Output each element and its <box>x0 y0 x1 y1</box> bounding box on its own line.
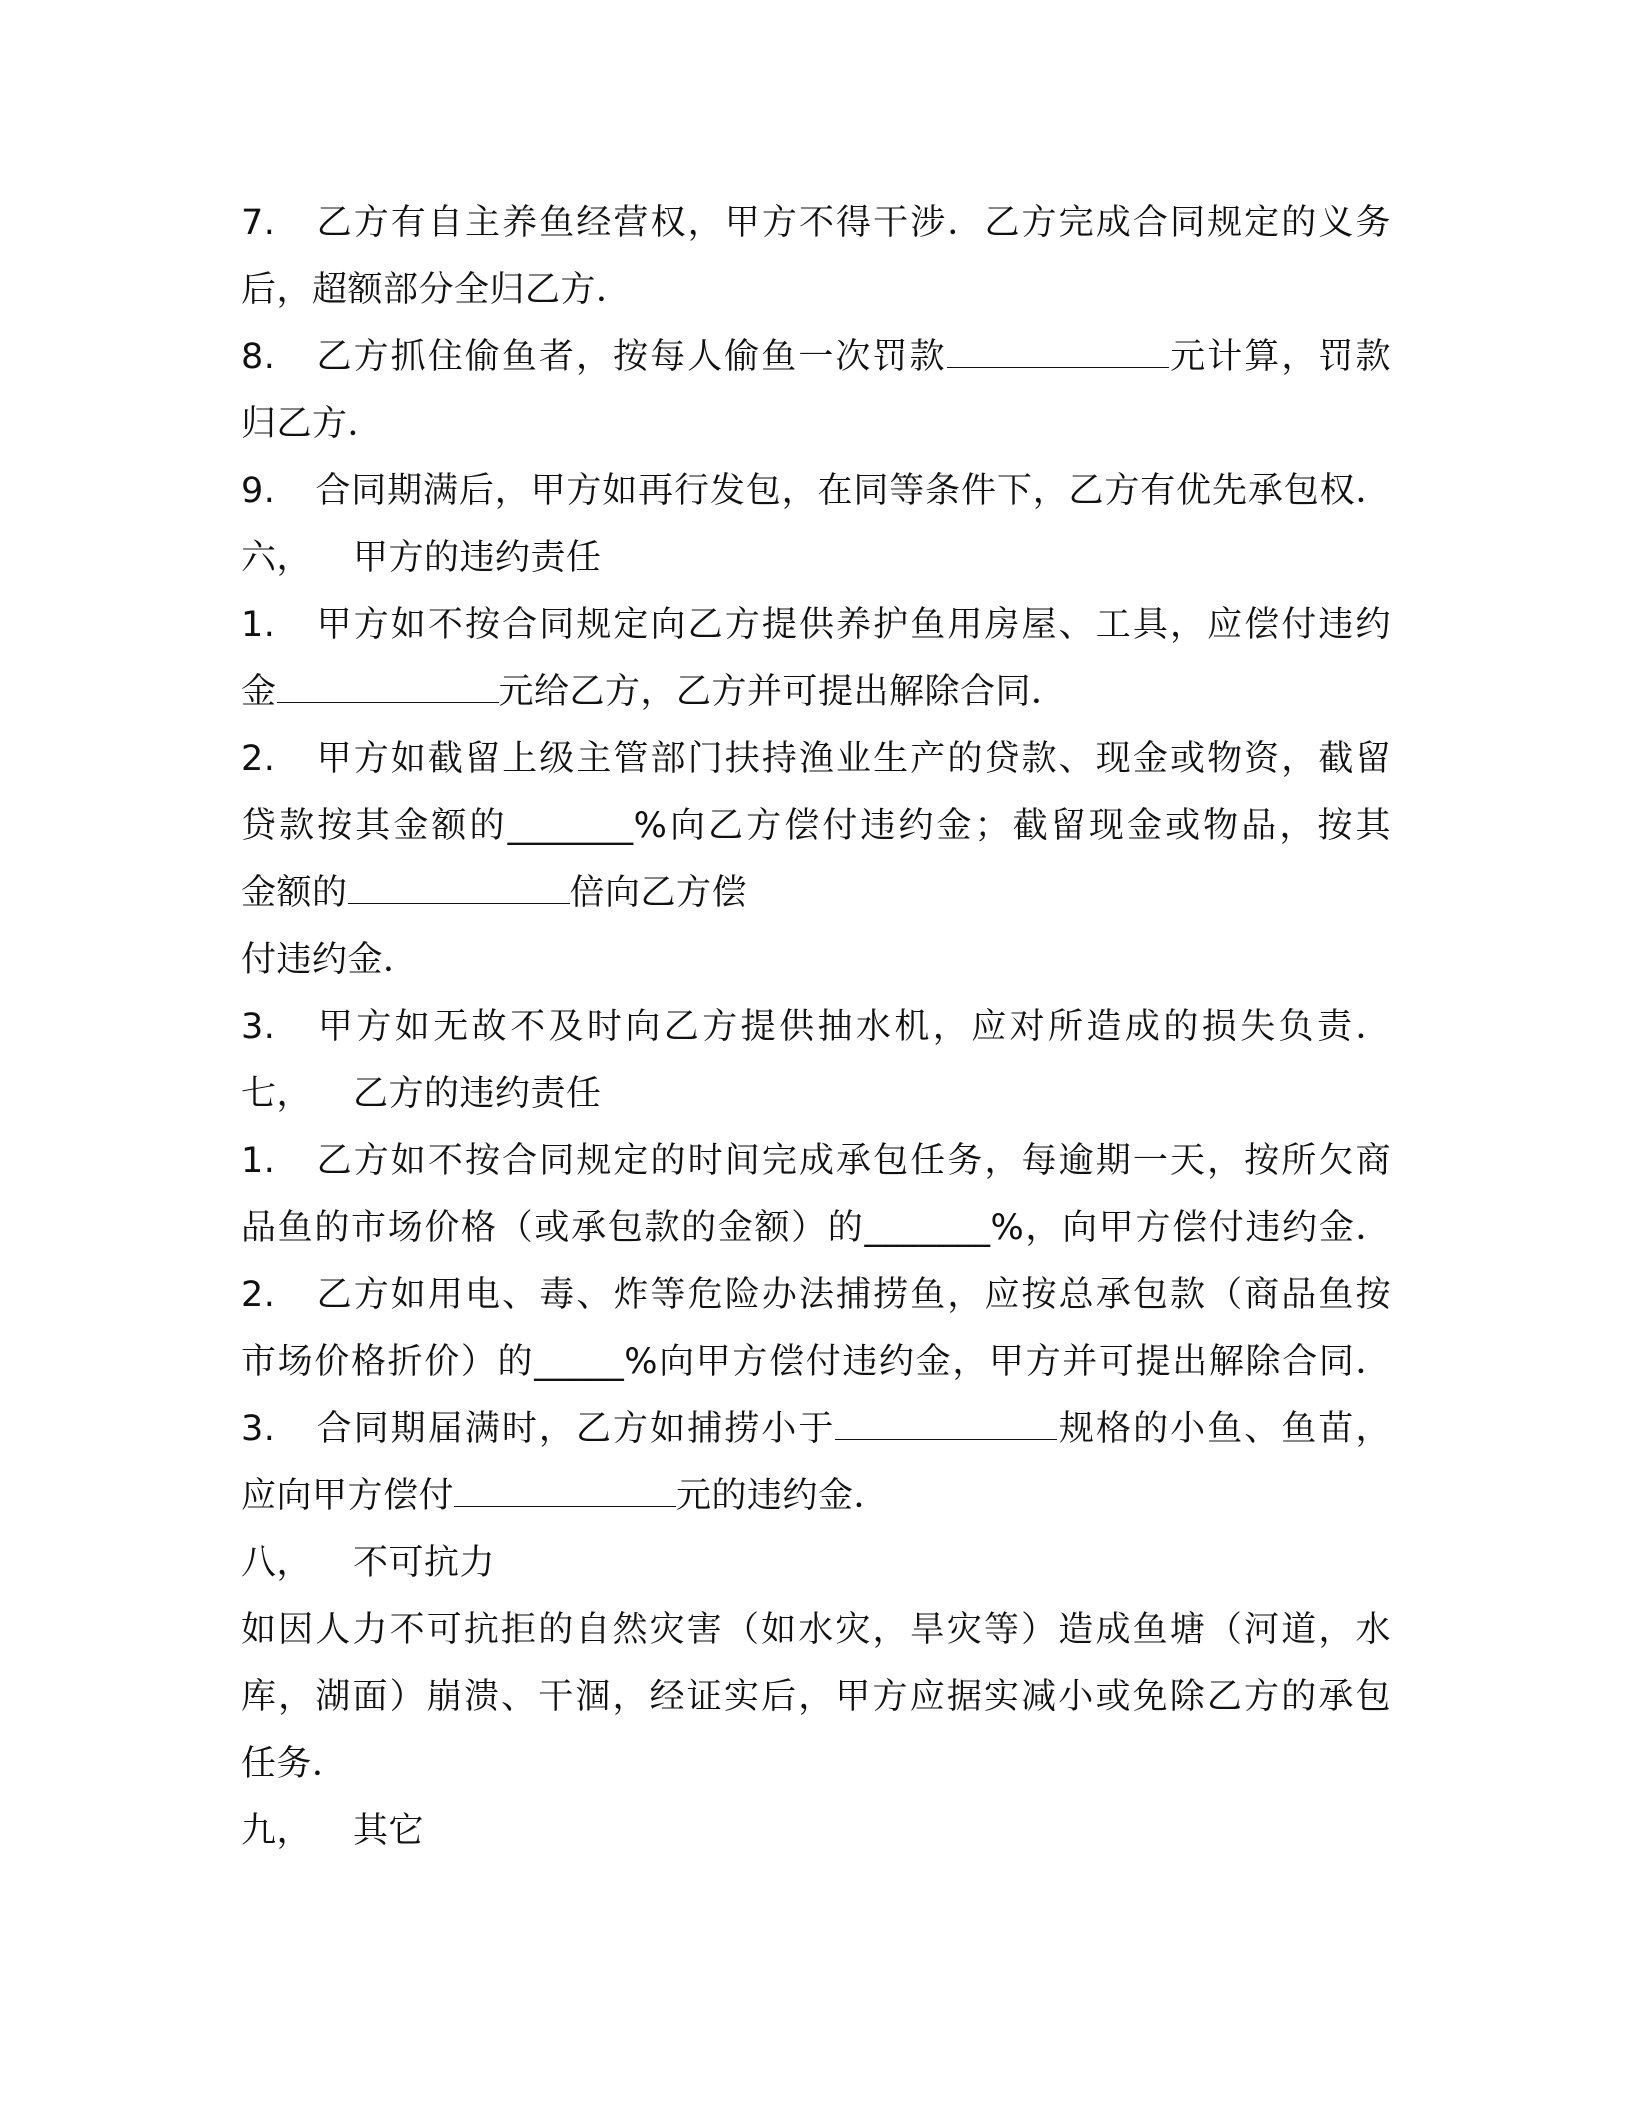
clause-text: 乙方如用电、毒、炸等危险办法捕捞鱼，应按总承包款（商品鱼按 <box>315 1275 1391 1315</box>
clause-text: 金额的 <box>241 873 348 913</box>
clause-number: 3. <box>241 1409 276 1449</box>
fill-in-blank <box>454 1474 676 1507</box>
clause-text: 乙方如不按合同规定的时间完成承包任务，每逾期一天，按所欠商 <box>315 1141 1391 1181</box>
clause-number: 7. <box>241 203 276 243</box>
section-number: 七， <box>241 1074 313 1114</box>
section-number: 九， <box>241 1811 313 1851</box>
force-majeure-line-3 <box>241 1731 1391 1798</box>
section-6-heading <box>241 525 1391 592</box>
clause-text: 市场价格折价）的_____%向甲方偿付违约金，甲方并可提出解除合同． <box>241 1342 1391 1382</box>
clause-text: 任务． <box>241 1744 348 1784</box>
section-9-heading <box>241 1798 1391 1865</box>
clause-6-2-line-2 <box>241 793 1391 860</box>
clause-text: 元的违约金． <box>676 1476 890 1516</box>
clause-text: 应向甲方偿付 <box>241 1476 455 1516</box>
fill-in-blank <box>348 871 570 904</box>
clause-text: 倍向乙方偿 <box>569 873 748 913</box>
clause-5-9-line-1 <box>241 458 1391 525</box>
section-8-heading <box>241 1530 1391 1597</box>
clause-6-1-line-2 <box>241 659 1391 726</box>
clause-text: 甲方如无故不及时向乙方提供抽水机，应对所造成的损失负责． <box>315 1007 1391 1047</box>
clause-text: 元给乙方，乙方并可提出解除合同． <box>498 672 1067 712</box>
clause-5-8-line-2 <box>241 391 1391 458</box>
section-number: 八， <box>241 1543 313 1583</box>
clause-5-7-line-1 <box>241 190 1391 257</box>
section-title: 乙方的违约责任 <box>353 1074 602 1114</box>
clause-number: 2. <box>241 1275 276 1315</box>
clause-text: 库，湖面）崩溃、干涸，经证实后，甲方应据实减小或免除乙方的承包 <box>241 1677 1391 1717</box>
clause-number: 1. <box>241 605 276 645</box>
clause-text: 后，超额部分全归乙方． <box>241 270 632 310</box>
clause-text: 如因人力不可抗拒的自然灾害（如水灾，旱灾等）造成鱼塘（河道，水 <box>241 1610 1391 1650</box>
clause-7-1-line-2 <box>241 1195 1391 1262</box>
clause-6-2-line-1 <box>241 726 1391 793</box>
clause-number: 3. <box>241 1007 276 1047</box>
clause-text: 乙方抓住偷鱼者，按每人偷鱼一次罚款 <box>315 337 947 377</box>
clause-number: 2. <box>241 739 276 779</box>
section-title: 不可抗力 <box>353 1543 496 1583</box>
clause-text: 归乙方． <box>241 404 384 444</box>
clause-6-1-line-1 <box>241 592 1391 659</box>
fill-in-blank <box>835 1407 1057 1440</box>
force-majeure-line-1 <box>241 1597 1391 1664</box>
clause-5-7-line-2 <box>241 257 1391 324</box>
clause-text: 甲方如不按合同规定向乙方提供养护鱼用房屋、工具，应偿付违约 <box>315 605 1391 645</box>
fill-in-blank <box>277 670 499 703</box>
clause-number: 1. <box>241 1141 276 1181</box>
clause-number: 9. <box>241 471 276 511</box>
clause-text: 付违约金． <box>241 940 419 980</box>
clause-text: 规格的小鱼、鱼苗， <box>1057 1409 1391 1449</box>
force-majeure-line-2 <box>241 1664 1391 1731</box>
clause-text: 元计算，罚款 <box>1168 337 1391 377</box>
clause-text: 品鱼的市场价格（或承包款的金额）的_______%，向甲方偿付违约金． <box>241 1208 1391 1248</box>
clause-6-2-line-3 <box>241 860 1391 927</box>
section-title: 甲方的违约责任 <box>353 538 602 578</box>
contract-body <box>241 190 1391 1865</box>
clause-text: 甲方如截留上级主管部门扶持渔业生产的贷款、现金或物资，截留 <box>315 739 1391 779</box>
clause-7-3-line-2 <box>241 1463 1391 1530</box>
clause-7-1-line-1 <box>241 1128 1391 1195</box>
fill-in-blank <box>947 335 1169 368</box>
clause-text: 乙方有自主养鱼经营权，甲方不得干涉．乙方完成合同规定的义务 <box>315 203 1391 243</box>
clause-text: 合同期届满时，乙方如捕捞小于 <box>315 1409 836 1449</box>
clause-7-2-line-1 <box>241 1262 1391 1329</box>
clause-text: 贷款按其金额的_______%向乙方偿付违约金；截留现金或物品，按其 <box>241 806 1391 846</box>
clause-6-3-line-1 <box>241 994 1391 1061</box>
clause-7-2-line-2 <box>241 1329 1391 1396</box>
clause-text: 金 <box>241 672 277 712</box>
section-number: 六， <box>241 538 313 578</box>
clause-6-2-line-4 <box>241 927 1391 994</box>
clause-5-8-line-1 <box>241 324 1391 391</box>
section-title: 其它 <box>353 1811 425 1851</box>
section-7-heading <box>241 1061 1391 1128</box>
clause-7-3-line-1 <box>241 1396 1391 1463</box>
clause-text: 合同期满后，甲方如再行发包，在同等条件下，乙方有优先承包权． <box>315 471 1391 511</box>
clause-number: 8. <box>241 337 276 377</box>
